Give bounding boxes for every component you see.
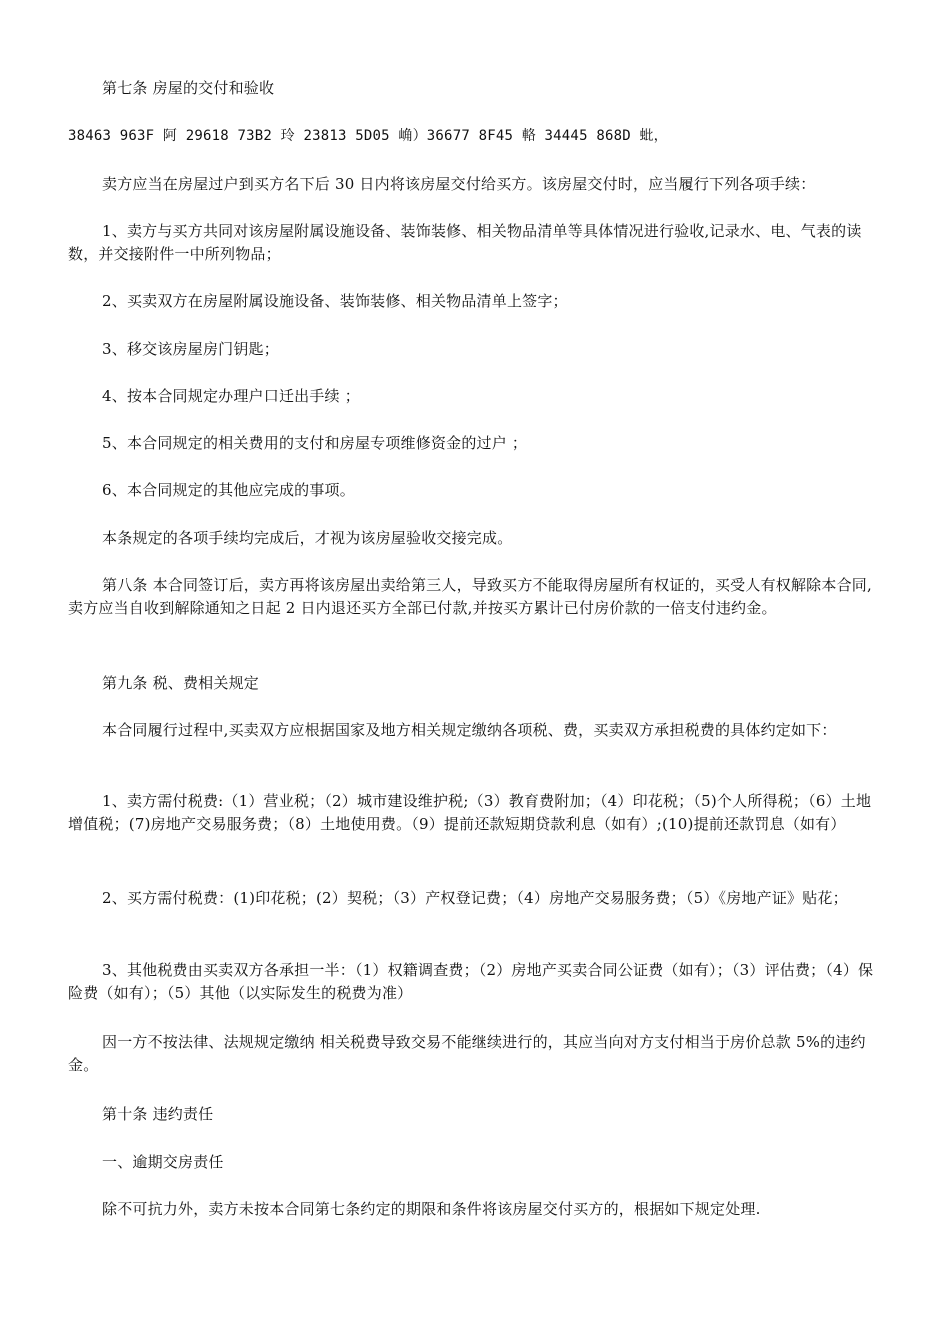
article-10-heading: 第十条 违约责任 [102,1105,214,1123]
seller-tax-item: 1、卖方需付税费:（1）营业税；（2）城市建设维护税;（3）教育费附加；（4）印花税；（5)个人所得税；（6）土地增值税；(7)房地产交易服务费；（8）土地使用费。（9）提前还款短期贷款利息（如有）;(10)提前还款罚息（如有） [68,792,872,833]
article-9-heading: 第九条 税、费相关规定 [102,674,259,692]
procedure-item-2: 2、买卖双方在房屋附属设施设备、装饰装修、相关物品清单上签字； [102,292,568,310]
article-8-paragraph: 第八条 本合同签订后，卖方再将该房屋出卖给第三人，导致买方不能取得房屋所有权证的，买受人有权解除本合同,卖方应当自收到解除通知之日起 2 日内退还买方全部已付款,并按买方累计已付房价款的一倍支付违约金。 [68,576,872,617]
shared-tax-item: 3、其他税费由买卖双方各承担一半：（1）权籍调查费；（2）房地产买卖合同公证费（如有）；（3）评估费；（4）保险费（如有）；（5）其他（以实际发生的税费为准） [68,961,874,1002]
late-delivery-paragraph: 除不可抗力外，卖方未按本合同第七条约定的期限和条件将该房屋交付买方的，根据如下规定处理. [102,1200,761,1218]
late-delivery-heading: 一、逾期交房责任 [102,1153,224,1171]
delivery-paragraph: 卖方应当在房屋过户到买方名下后 30 日内将该房屋交付给买方。该房屋交付时，应当履行下列各项手续： [102,175,816,193]
tax-penalty-paragraph: 因一方不按法律、法规规定缴纳 相关税费导致交易不能继续进行的，其应当向对方支付相当于房价总款 5%的违约金。 [68,1033,866,1074]
encoded-code-line: 38463 963F 阿 29618 73B2 玲 23813 5D05 崅）36677 8F45 輅 34445 868D 蚍， [68,128,668,144]
buyer-tax-item: 2、买方需付税费：(1)印花税；(2）契税；（3）产权登记费；（4）房地产交易服务费；（5）《房地产证》贴花； [102,889,848,907]
handover-complete-paragraph: 本条规定的各项手续均完成后，才视为该房屋验收交接完成。 [102,529,513,547]
procedure-item-3: 3、移交该房屋房门钥匙； [102,340,279,358]
procedure-item-5: 5、本合同规定的相关费用的支付和房屋专项维修资金的过户 ； [102,434,528,452]
procedure-item-4: 4、按本合同规定办理户口迁出手续 ； [102,387,360,405]
procedure-item-1: 1、卖方与买方共同对该房屋附属设施设备、装饰装修、相关物品清单等具体情况进行验收,记录水、电、气表的读数，并交接附件一中所列物品； [68,222,862,263]
article-7-heading: 第七条 房屋的交付和验收 [102,79,275,97]
tax-intro-paragraph: 本合同履行过程中,买卖双方应根据国家及地方相关规定缴纳各项税、费，买卖双方承担税费的具体约定如下： [102,721,837,739]
procedure-item-6: 6、本合同规定的其他应完成的事项。 [102,481,355,499]
